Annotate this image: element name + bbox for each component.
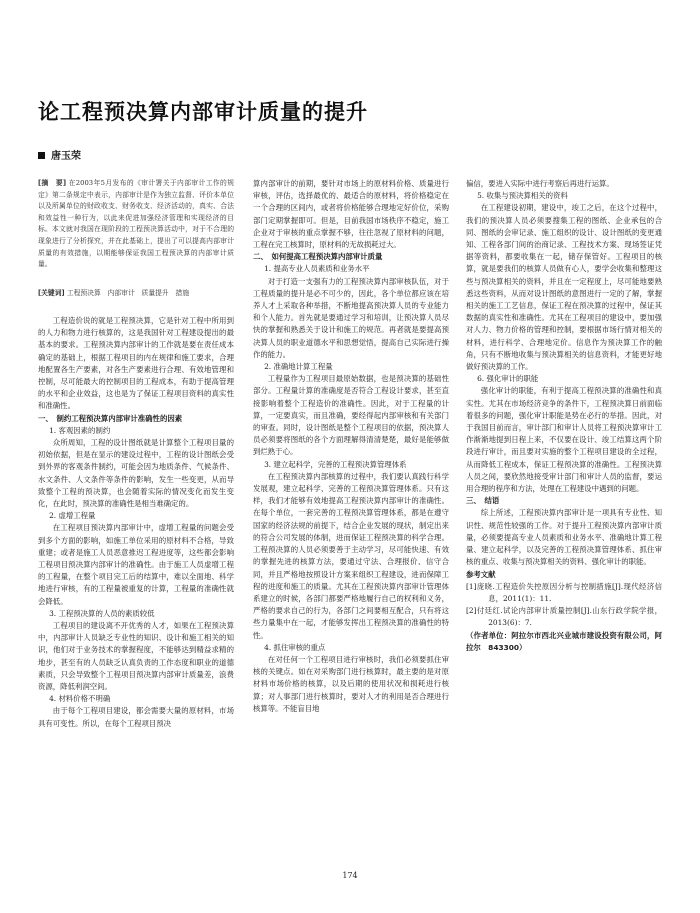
- subsection-heading: 6. 强化审计的职能: [477, 374, 539, 384]
- keywords: [38, 287, 234, 299]
- reference-item: [1]庞晓.工程造价失控原因分析与控制措施[J].现代经济信息，2011(1)：11.: [466, 581, 662, 603]
- abstract-text: 在2003年5月发布的《审计署关于内部审计工作的规定》第二条规定中表示，内部审计是作为独立监督、评价本单位以及所属单位的财政收支、财务收支、经济活动的，真实、合法和效益性一种行为，以此来促进加强经济管理和实现经济的目标。本文就对我国在现阶段的工程预决算活动中，对于不合理的现象进行了分析探究，并在此基础上，提出了可以提高内部审计质量的有效措施，以期能够保证我国工程预决算的内部审计质量。: [38, 179, 234, 269]
- paragraph: 众所周知，工程的设计图纸就是计算整个工程项目量的初始依据，但是在显示的建设过程中，工程的设计图纸会受到外界的客观条件制约，可能会因为地质条件、气候条件、水文条件、人文条件等条件的影响，发生一些变更，从而导致整个工程的预决算，也会随着实际的情况变化而发生变化，在此时，预决算的准确性是相当难确定的。: [38, 437, 234, 508]
- abstract-label: [摘 要]: [38, 179, 67, 187]
- paragraph: 综上所述，工程预决算内部审计是一项具有专业性、知识性、规范性较强的工作。对于提升工程预决算内部审计质量，必须要提高专业人员素质和业务水平、准确地计算工程量、建立起科学，以及完善的工程预决算管理体系、抓住审核的重点、收集与预决算相关的资料、强化审计的职能。: [466, 508, 662, 567]
- paragraph: 强化审计的职能，有利于提高工程预决算的准确性和真实性。尤其在市场经济竞争的条件下，工程预决算日前面临着很多的问题，强化审计职能是势在必行的举措。因此，对于我国目前而言，审计部门和审计人员将工程预决算审计工作渐渐地提到日程上来，不仅要在设计、竣工结算这两个阶段进行审计，而且要对实施的整个工程项目建设的全过程，从而降低工程成本，保证工程预决算的准确性。工程预决算人员之间，要欣然地接受审计部门和审计人员的监督，要运用合理的程序和方法，处理在工程建设中遇到的问题。: [466, 386, 662, 494]
- keywords-label: [关键词]: [38, 288, 65, 297]
- section-heading: 三、 结语: [466, 496, 500, 506]
- text-column-3: [466, 178, 662, 654]
- page-number: 174: [342, 871, 358, 880]
- paragraph: 工程项目的建设离不开优秀的人才，如果在工程预决算中，内部审计人员缺乏专业性的知识、设计和施工相关的知识，他们对于业务技术的掌握程度，不能够达到精益求精的地步，甚至有的人员缺乏认真负责的工作态度和职业的道德素质，只会导致整个工程项目预决算内部审计质量差，浪费资源，降低利润空间。: [38, 621, 234, 692]
- text-column-2: [253, 178, 449, 715]
- subsection-heading: 1. 客观因素的制约: [49, 425, 111, 435]
- keywords-text: 工程预决算 内部审计 质量提升 措施: [66, 288, 190, 297]
- paragraph: 由于每个工程项目建设，都会需要大量的原材料，市场具有可变性。所以，在每个工程项目预决: [38, 706, 234, 728]
- paragraph: 在工程建设初期，建设中，竣工之后，在这个过程中，我们的预决算人员必须要搜集工程的图纸、企业承包的合同、图纸的会审记录、施工组织的设计、设计图纸的变更通知、工程各部门间的治商记录、工程技术方案、现场签证凭据等资料，都要收集在一起，储存保管好。工程项目的核算，就是要我们的核算人员做有心人，要学会收集和整理这些与预决算相关的资料，并且在一定程度上，尽可能地要熟悉这些资料，从而对设计图纸的意图进行一定的了解，掌握相关的施工工艺信息，保证工程在预决算的过程中，保证其数据的真实性和准确性。尤其在工程项目的建设中，要加强对人力、物力价格的管理和控制，要根据市场行情对相关的材料，进行科学、合理地定价。信息作为预决算工作的触角，只有不断地收集与预决算相关的信息资料，才能更好地做好预决算的工作。: [466, 203, 662, 372]
- subsection-heading: 3. 工程预决算的人员的素质较低: [49, 608, 155, 618]
- author-line: [38, 147, 81, 162]
- paragraph: 在工程项目预决算内部审计中，虚增工程量的问题会受到多个方面的影响，如施工单位采用的原材料不合格，导致重建；或者是施工人员恶意推迟工程进度等，这些都会影响工程项目预决算内部审计的准确性。由于施工人员虚增工程的工程量，在整个项目完工后的结算中，难以全面地、科学地进行审核，有的工程量被重复的计算，工程量的准确性就会降低。: [38, 523, 234, 606]
- subsection-heading: 5. 收集与预决算相关的资料: [477, 191, 568, 201]
- subsection-heading: 2. 准确地计算工程量: [264, 362, 333, 372]
- author-affiliation: （作者单位：阿拉尔市西北兴业城市建设投资有限公司，阿拉尔 843300）: [466, 630, 662, 652]
- text-column-1: [38, 178, 234, 730]
- subsection-heading: 4. 抓住审核的重点: [264, 642, 326, 652]
- subsection-heading: 2. 虚增工程量: [49, 511, 96, 521]
- subsection-heading: 4. 材料价格不明确: [49, 694, 111, 704]
- paragraph: 在工程预决算内部核算的过程中，我们要认真践行科学发展观，建立起科学、完善的工程预决算管理体系。只有这样，我们才能够有效地提高工程预决算内部审计的准确性。在每个单位，一套完善的工程预决算管理体系，都是在遵守国家的经济法规的前提下，结合企业发展的现状，制定出来的符合公司发展的体制，进而保证工程预决算的科学合理。工程预决算的人员必须要善于主动学习，尽可能快速、有效的掌握先进的核算方法，要通过守法、合理报价、信守合同，并且严格地按照设计方案来组织工程建设，进而保障工程的进度和施工的质量。尤其在工程预决算内部审计管理体系建立的时候，各部门都要严格地履行自己的权利和义务，严格的要求自己的行为，各部门之间要相互配合，只有将这些力量集中在一起，才能够发挥出工程预决算的准确性的特性。: [253, 471, 449, 640]
- paragraph: 偏信，要进入实际中进行考察后再进行运算。: [466, 179, 614, 188]
- paragraph: 工程造价说的就是工程预决算，它是针对工程中所用到的人力和物力进行核算的，这是我国针对工程建设提出的最基本的要求。工程预决算内部审计的工作就是要在责任成本确定的基础上，根据工程项目的内在规律和施工要求，合理地配置各生产要素，对各生产要素进行合理、有效地管理和控制，尽可能最大的控制项目的工程成本，有助于提高管理的水平和企业效益，这也是为了保证工程项目资料的真实性和准确性。: [38, 315, 234, 411]
- subsection-heading: 1. 提高专业人员素质和业务水平: [264, 264, 370, 274]
- subsection-heading: 3. 建立起科学，完善的工程预决算管理体系: [264, 459, 407, 469]
- references-heading: 参考文献: [466, 569, 496, 579]
- paragraph: 对于打造一支强有力的工程预决算内部审核队伍，对于工程质量的提升是必不可少的，因此，各个单位都应该在培养人才上采取各种举措，不断地提高预决算人员的专业能力和个人能力。首先就是要通过学习和培训，让预决算人员尽快的掌握和熟悉关于设计和施工的规范。再者就是要提高预决算人员的职业道德水平和思想觉悟，提高自己实际进行操作的能力。: [253, 276, 449, 359]
- paragraph: 算内部审计的前期，要针对市场上的原材料价格、质量进行审核，评估，选择最优的、最适合的原材料，将价格稳定在一个合理的区间内，或者将价格能够合理地定好价位，采购部门定期掌握即可。但是，目前我国市场秩序不稳定，施工企业对于审核的重点掌握不够，往往忽视了原材料的问题，工程在完工核算时，原材料的无故损耗过大。: [253, 179, 449, 250]
- article-title: 论工程预决算内部审计质量的提升: [38, 100, 368, 124]
- paragraph: 工程量作为工程项目最原始数据，也是预决算的基础性部分。工程量计算的准确度是否符合工程设计要求，甚至直接影响着整个工程造价的准确性。因此，对于工程量的计算，一定要真实，而且准确，要经得起内部审核和有关部门的审查。同时，设计图纸是整个工程项目的依据，预决算人员必须要将图纸的各个方面理解得清清楚楚，最好是能够做到烂熟于心。: [253, 374, 449, 457]
- author-name: 唐玉荣: [51, 151, 81, 162]
- abstract: [38, 178, 234, 271]
- section-heading: 一、 制约工程预决算内部审计准确性的因素: [38, 413, 183, 423]
- reference-item: [2]付廷红.试论内部审计质量控制[J].山东行政学院学报，2013(6)：7.: [466, 606, 662, 628]
- paragraph: 在对任何一个工程项目进行审核时，我们必须要抓住审核的关键点。如在对采购部门进行核算时，最主要的是对原材料市场价格的核算，以及后期的使用状况和损耗进行核算；对人事部门进行核算时，要对人才的利用是否合理进行核算等。不能盲目地: [253, 654, 449, 713]
- square-bullet-icon: [38, 152, 45, 159]
- section-heading: 二、 如何提高工程预决算内部审计质量: [253, 252, 383, 262]
